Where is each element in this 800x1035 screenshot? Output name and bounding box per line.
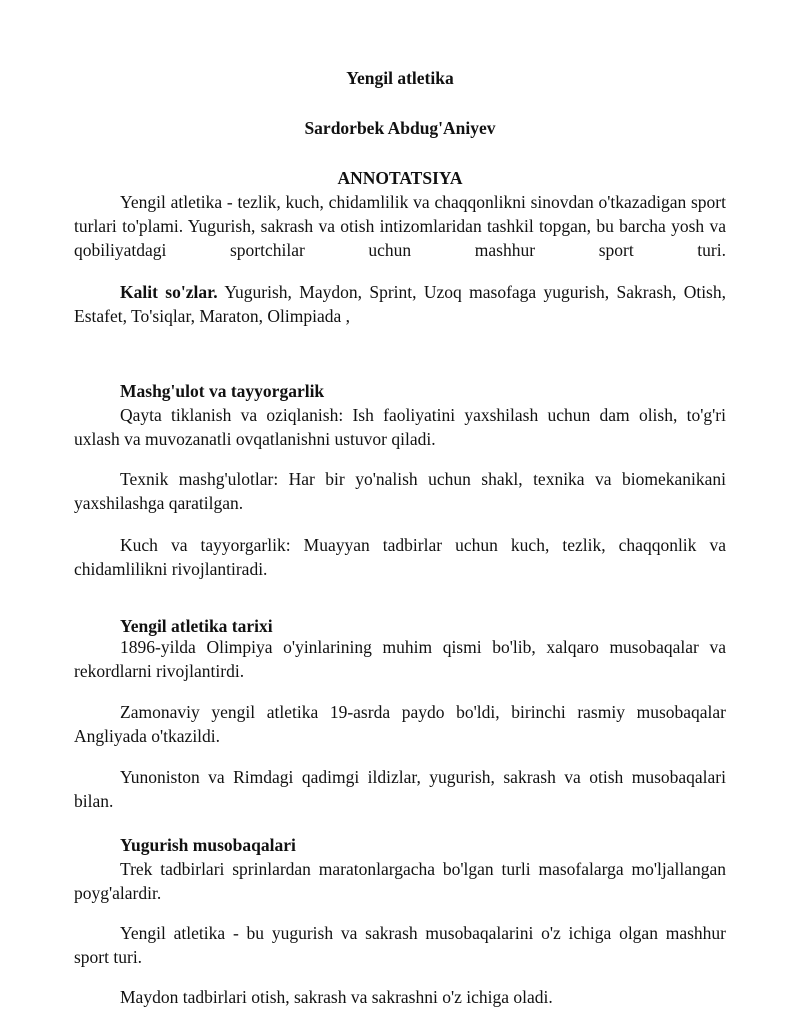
- section-paragraph: Zamonaviy yengil atletika 19-asrda paydo bo'ldi, birinchi rasmiy musobaqalar Angliyada o'tkazildi.: [74, 702, 726, 746]
- annotation-heading: ANNOTATSIYA: [337, 168, 463, 188]
- keywords-text: Yugurish, Maydon, Sprint, Uzoq masofaga yugurish, Sakrash, Otish, Estafet, To'siqlar, Maraton, Olimpiada ,: [74, 282, 726, 326]
- section-paragraph: Maydon tadbirlari otish, sakrash va sakrashni o'z ichiga oladi.: [120, 987, 553, 1007]
- section-paragraph: Qayta tiklanish va oziqlanish: Ish faoliyatini yaxshilash uchun dam olish, to'g'ri uxlash va muvozanatli ovqatlanishni ustuvor qiladi.: [74, 405, 726, 449]
- section-heading: Yugurish musobaqalari: [120, 835, 296, 855]
- document-author: Sardorbek Abdug'Aniyev: [304, 118, 496, 138]
- section-paragraph: 1896-yilda Olimpiya o'yinlarining muhim qismi bo'lib, xalqaro musobaqalar va rekordlarni rivojlantirdi.: [74, 637, 726, 681]
- section-paragraph: Texnik mashg'ulotlar: Har bir yo'nalish uchun shakl, texnika va biomekanikani yaxshilashga qaratilgan.: [74, 469, 726, 513]
- section-paragraph: Kuch va tayyorgarlik: Muayyan tadbirlar uchun kuch, tezlik, chaqqonlik va chidamlilikni rivojlantiradi.: [74, 535, 726, 579]
- section-paragraph: Trek tadbirlari sprinlardan maratonlargacha bo'lgan turli masofalarga mo'ljallangan poyg'alardir.: [74, 859, 726, 903]
- section-heading: Mashg'ulot va tayyorgarlik: [120, 381, 325, 401]
- section-heading: Yengil atletika tarixi: [120, 616, 273, 636]
- section-paragraph: Yunoniston va Rimdagi qadimgi ildizlar, yugurish, sakrash va otish musobaqalari bilan.: [74, 767, 726, 811]
- annotation-paragraph: Yengil atletika - tezlik, kuch, chidamlilik va chaqqonlikni sinovdan o'tkazadigan sport turlari to'plami. Yugurish, sakrash va otish intizomlaridan tashkil topgan, bu barcha yosh va qobiliyatdagi sportchilar uchun mashhur sport turi.: [74, 192, 726, 260]
- keywords-paragraph: [74, 280, 726, 328]
- keywords-label: Kalit so'zlar.: [120, 282, 218, 302]
- document-title: Yengil atletika: [346, 68, 454, 88]
- section-paragraph: Yengil atletika - bu yugurish va sakrash musobaqalarini o'z ichiga olgan mashhur sport turi.: [74, 923, 726, 967]
